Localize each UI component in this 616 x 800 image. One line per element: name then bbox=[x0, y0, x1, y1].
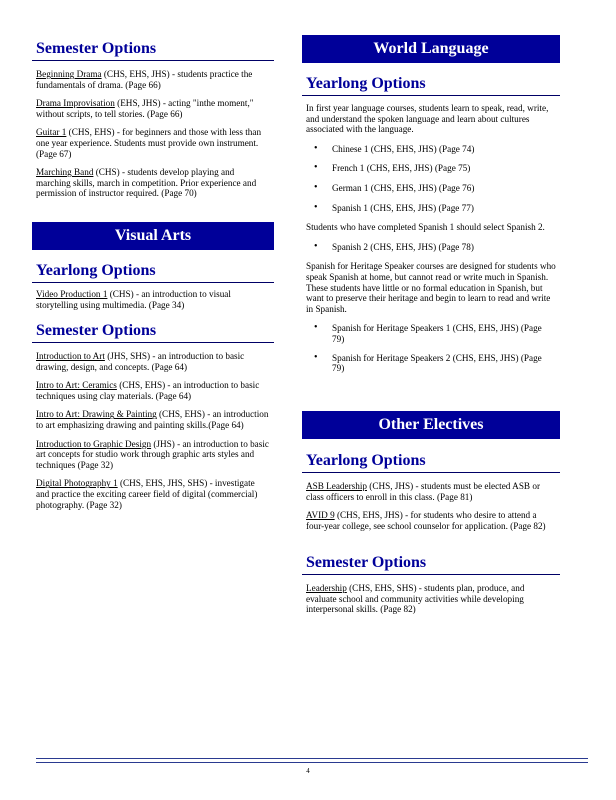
course-item: Digital Photography 1 (CHS, EHS, JHS, SHS) - investigate and practice the exciting career field of digital (commercial) photography. (Page 32) bbox=[36, 478, 258, 510]
course-item: AVID 9 (CHS, EHS, JHS) - for students who desire to attend a four-year college, see school counselor for application. (Page 82) bbox=[306, 510, 546, 531]
spanish-note: Students who have completed Spanish 1 should select Spanish 2. bbox=[306, 222, 545, 233]
section-heading: Yearlong Options bbox=[32, 260, 274, 283]
language-yearlong-section bbox=[302, 73, 560, 374]
course-item: Video Production 1 (CHS) - an introduction to visual storytelling using multimedia. (Page 34) bbox=[36, 289, 231, 310]
course-item: Guitar 1 (CHS, EHS) - for beginners and those with less than one year experience. Students must provide own instrument. (Page 67) bbox=[36, 127, 262, 159]
other-semester-section bbox=[302, 552, 560, 615]
heritage-description: Spanish for Heritage Speaker courses are designed for students who speak Spanish at home, but cannot read or write much in Spanish. These students have little or no formal education in Spanish, but want to preserve their heritage and begin to learn to read and write in Spanish. bbox=[306, 261, 556, 314]
list-item: • French 1 (CHS, EHS, JHS) (Page 75) bbox=[314, 162, 471, 174]
list-item: • German 1 (CHS, EHS, JHS) (Page 76) bbox=[314, 181, 475, 193]
list-item: • Spanish for Heritage Speakers 2 (CHS, EHS, JHS) (Page 79) bbox=[314, 351, 542, 374]
footer-rule-top bbox=[36, 758, 588, 759]
footer-rule-bottom bbox=[36, 762, 588, 763]
list-item: • Spanish 2 (CHS, EHS, JHS) (Page 78) bbox=[314, 240, 474, 252]
list-item: • Spanish 1 (CHS, EHS, JHS) (Page 77) bbox=[314, 201, 474, 213]
course-item: Introduction to Graphic Design (JHS) - an introduction to basic art concepts for studio work through graphic arts styles and techniques (Page 32) bbox=[36, 438, 269, 470]
page-number: 4 bbox=[306, 767, 310, 775]
semester-section-2 bbox=[32, 320, 274, 510]
course-item: Drama Improvisation (EHS, JHS) - acting "inthe moment," without scripts, to tell stories. (Page 66) bbox=[36, 98, 254, 119]
yearlong-section bbox=[32, 260, 274, 310]
list-item: • Spanish for Heritage Speakers 1 (CHS, EHS, JHS) (Page 79) bbox=[314, 322, 542, 344]
course-item: Beginning Drama (CHS, EHS, JHS) - students practice the fundamentals of drama. (Page 66) bbox=[36, 69, 253, 90]
section-heading: Semester Options bbox=[32, 320, 274, 343]
section-heading: Yearlong Options bbox=[302, 73, 560, 96]
course-item: Intro to Art: Ceramics (CHS, EHS) - an introduction to basic techniques using clay materials. (Page 64) bbox=[36, 380, 260, 401]
course-item: Marching Band (CHS) - students develop playing and marching skills, march in competition. Prior experience and permission of instructor required. (Page 70) bbox=[36, 167, 257, 199]
section-heading: Semester Options bbox=[32, 38, 274, 61]
course-item: ASB Leadership (CHS, JHS) - students must be elected ASB or class officers to enroll in this class. (Page 81) bbox=[306, 481, 541, 502]
list-item: • Chinese 1 (CHS, EHS, JHS) (Page 74) bbox=[314, 142, 475, 154]
world-language-band: World Language bbox=[302, 35, 560, 63]
course-item: Intro to Art: Drawing & Painting (CHS, EHS) - an introduction to art emphasizing drawing and painting skills.(Page 64) bbox=[36, 409, 269, 430]
semester-section-1 bbox=[32, 38, 274, 199]
other-yearlong-section bbox=[302, 450, 560, 531]
section-heading: Semester Options bbox=[302, 552, 560, 575]
visual-arts-band: Visual Arts bbox=[32, 222, 274, 250]
language-intro: In first year language courses, students learn to speak, read, write, and understand the spoken language and learn about cultures associated with the language. bbox=[306, 103, 549, 135]
course-item: Leadership (CHS, EHS, SHS) - students plan, produce, and evaluate school and community activities while developing interpersonal skills. (Page 82) bbox=[306, 583, 525, 615]
other-electives-band: Other Electives bbox=[302, 411, 560, 439]
section-heading: Yearlong Options bbox=[302, 450, 560, 473]
course-item: Introduction to Art (JHS, SHS) - an introduction to basic drawing, design, and concepts. (Page 64) bbox=[36, 351, 245, 372]
